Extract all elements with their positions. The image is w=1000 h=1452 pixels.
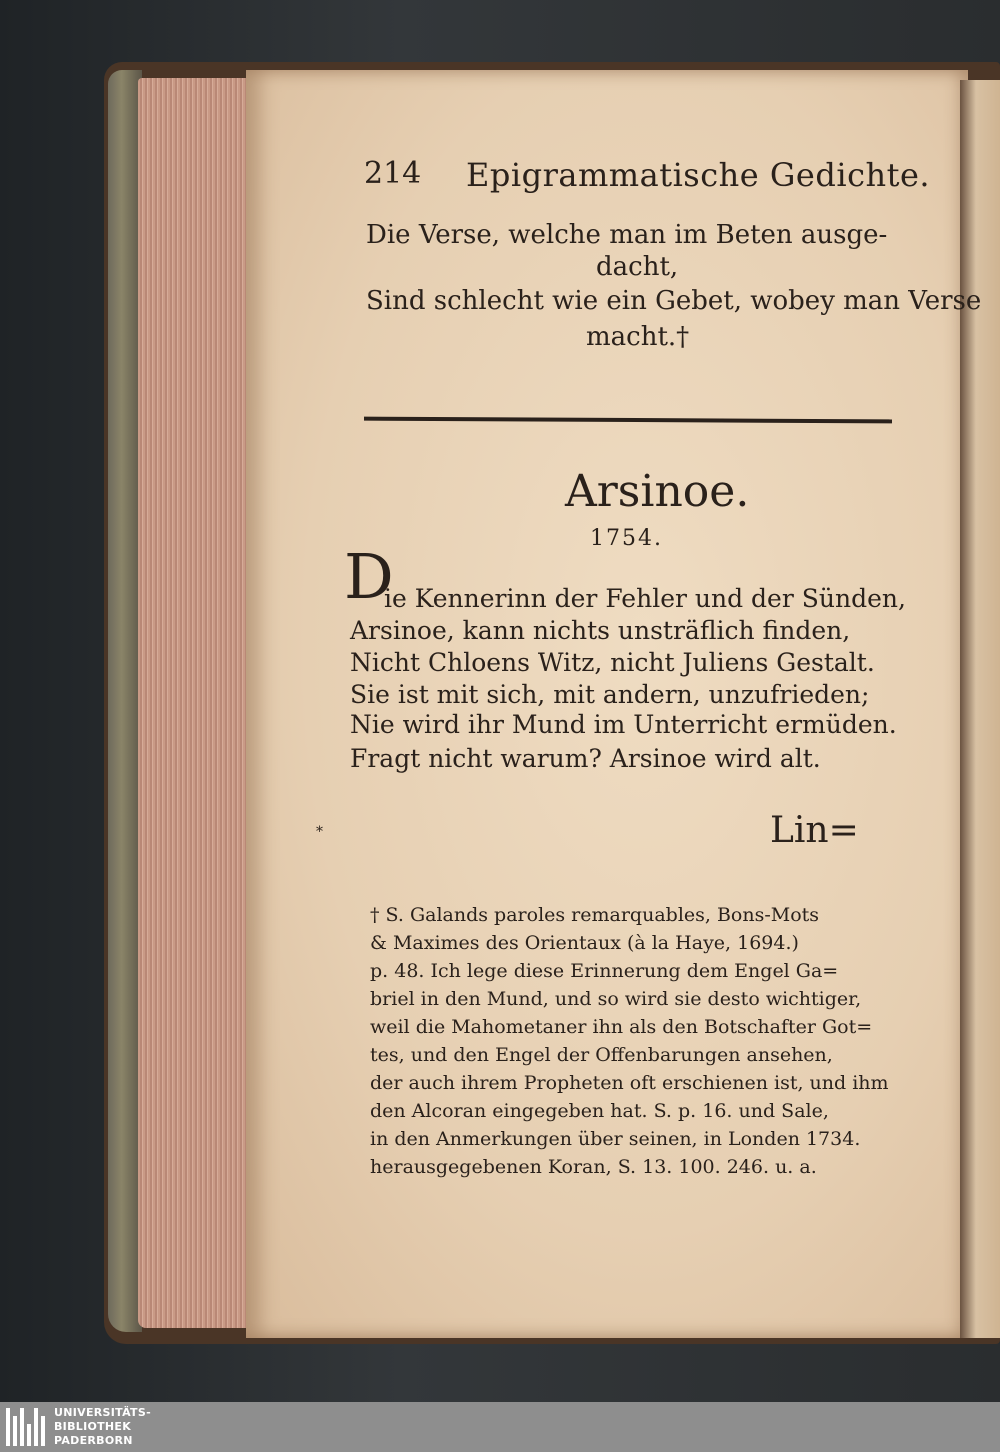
poem-line: Nicht Chloens Witz, nicht Juliens Gestalt. <box>350 648 875 677</box>
poem-line: Arsinoe, kann nichts unsträflich finden, <box>350 616 851 645</box>
footnote-line: tes, und den Engel der Offenbarungen ansehen, <box>370 1044 833 1066</box>
book-spine <box>108 70 142 1332</box>
poem-line: ie Kennerinn der Fehler und der Sünden, <box>384 584 906 613</box>
drop-cap-initial: D <box>344 540 394 613</box>
running-title: Epigrammatische Gedichte. <box>466 156 931 194</box>
library-name <box>54 1406 151 1448</box>
footnote-line: & Maximes des Orientaux (à la Haye, 1694.) <box>370 932 799 954</box>
margin-mark: * <box>316 824 323 840</box>
library-footer-bar <box>0 1402 1000 1452</box>
poem-line: Nie wird ihr Mund im Unterricht ermüden. <box>350 710 897 739</box>
catchword: Lin= <box>770 810 859 851</box>
page-edges <box>138 78 250 1328</box>
poem-year: 1754. <box>590 526 663 551</box>
library-name-line-3: PADERBORN <box>54 1434 133 1447</box>
verse-line-3: Sind schlecht wie ein Gebet, wobey man Verse <box>366 286 982 316</box>
footnote-line: in den Anmerkungen über seinen, in Londen 1734. <box>370 1128 861 1150</box>
poem-line: Sie ist mit sich, mit andern, unzufrieden; <box>350 680 870 709</box>
footnote-line: herausgegebenen Koran, S. 13. 100. 246. u. a. <box>370 1156 817 1178</box>
poem-title: Arsinoe. <box>565 466 750 517</box>
verse-line-1: Die Verse, welche man im Beten ausge- <box>366 220 888 250</box>
footnote-line: den Alcoran eingegeben hat. S. p. 16. und Sale, <box>370 1100 829 1122</box>
library-name-line-2: BIBLIOTHEK <box>54 1420 132 1433</box>
footnote-line: p. 48. Ich lege diese Erinnerung dem Engel Ga= <box>370 960 839 982</box>
library-name-line-1: UNIVERSITÄTS- <box>54 1406 151 1419</box>
footnote-line: briel in den Mund, und so wird sie desto wichtiger, <box>370 988 862 1010</box>
footnote-line: der auch ihrem Propheten oft erschienen ist, und ihm <box>370 1072 889 1094</box>
library-logo-icon <box>6 1408 46 1446</box>
verse-line-4: macht.† <box>586 322 690 352</box>
facing-page-edge <box>960 80 1000 1338</box>
poem-line: Fragt nicht warum? Arsinoe wird alt. <box>350 744 821 773</box>
page-number: 214 <box>364 156 422 191</box>
footnote-line: † S. Galands paroles remarquables, Bons-Mots <box>370 904 820 926</box>
footnote-line: weil die Mahometaner ihn als den Botschafter Got= <box>370 1016 873 1038</box>
verse-line-2: dacht, <box>596 252 679 282</box>
